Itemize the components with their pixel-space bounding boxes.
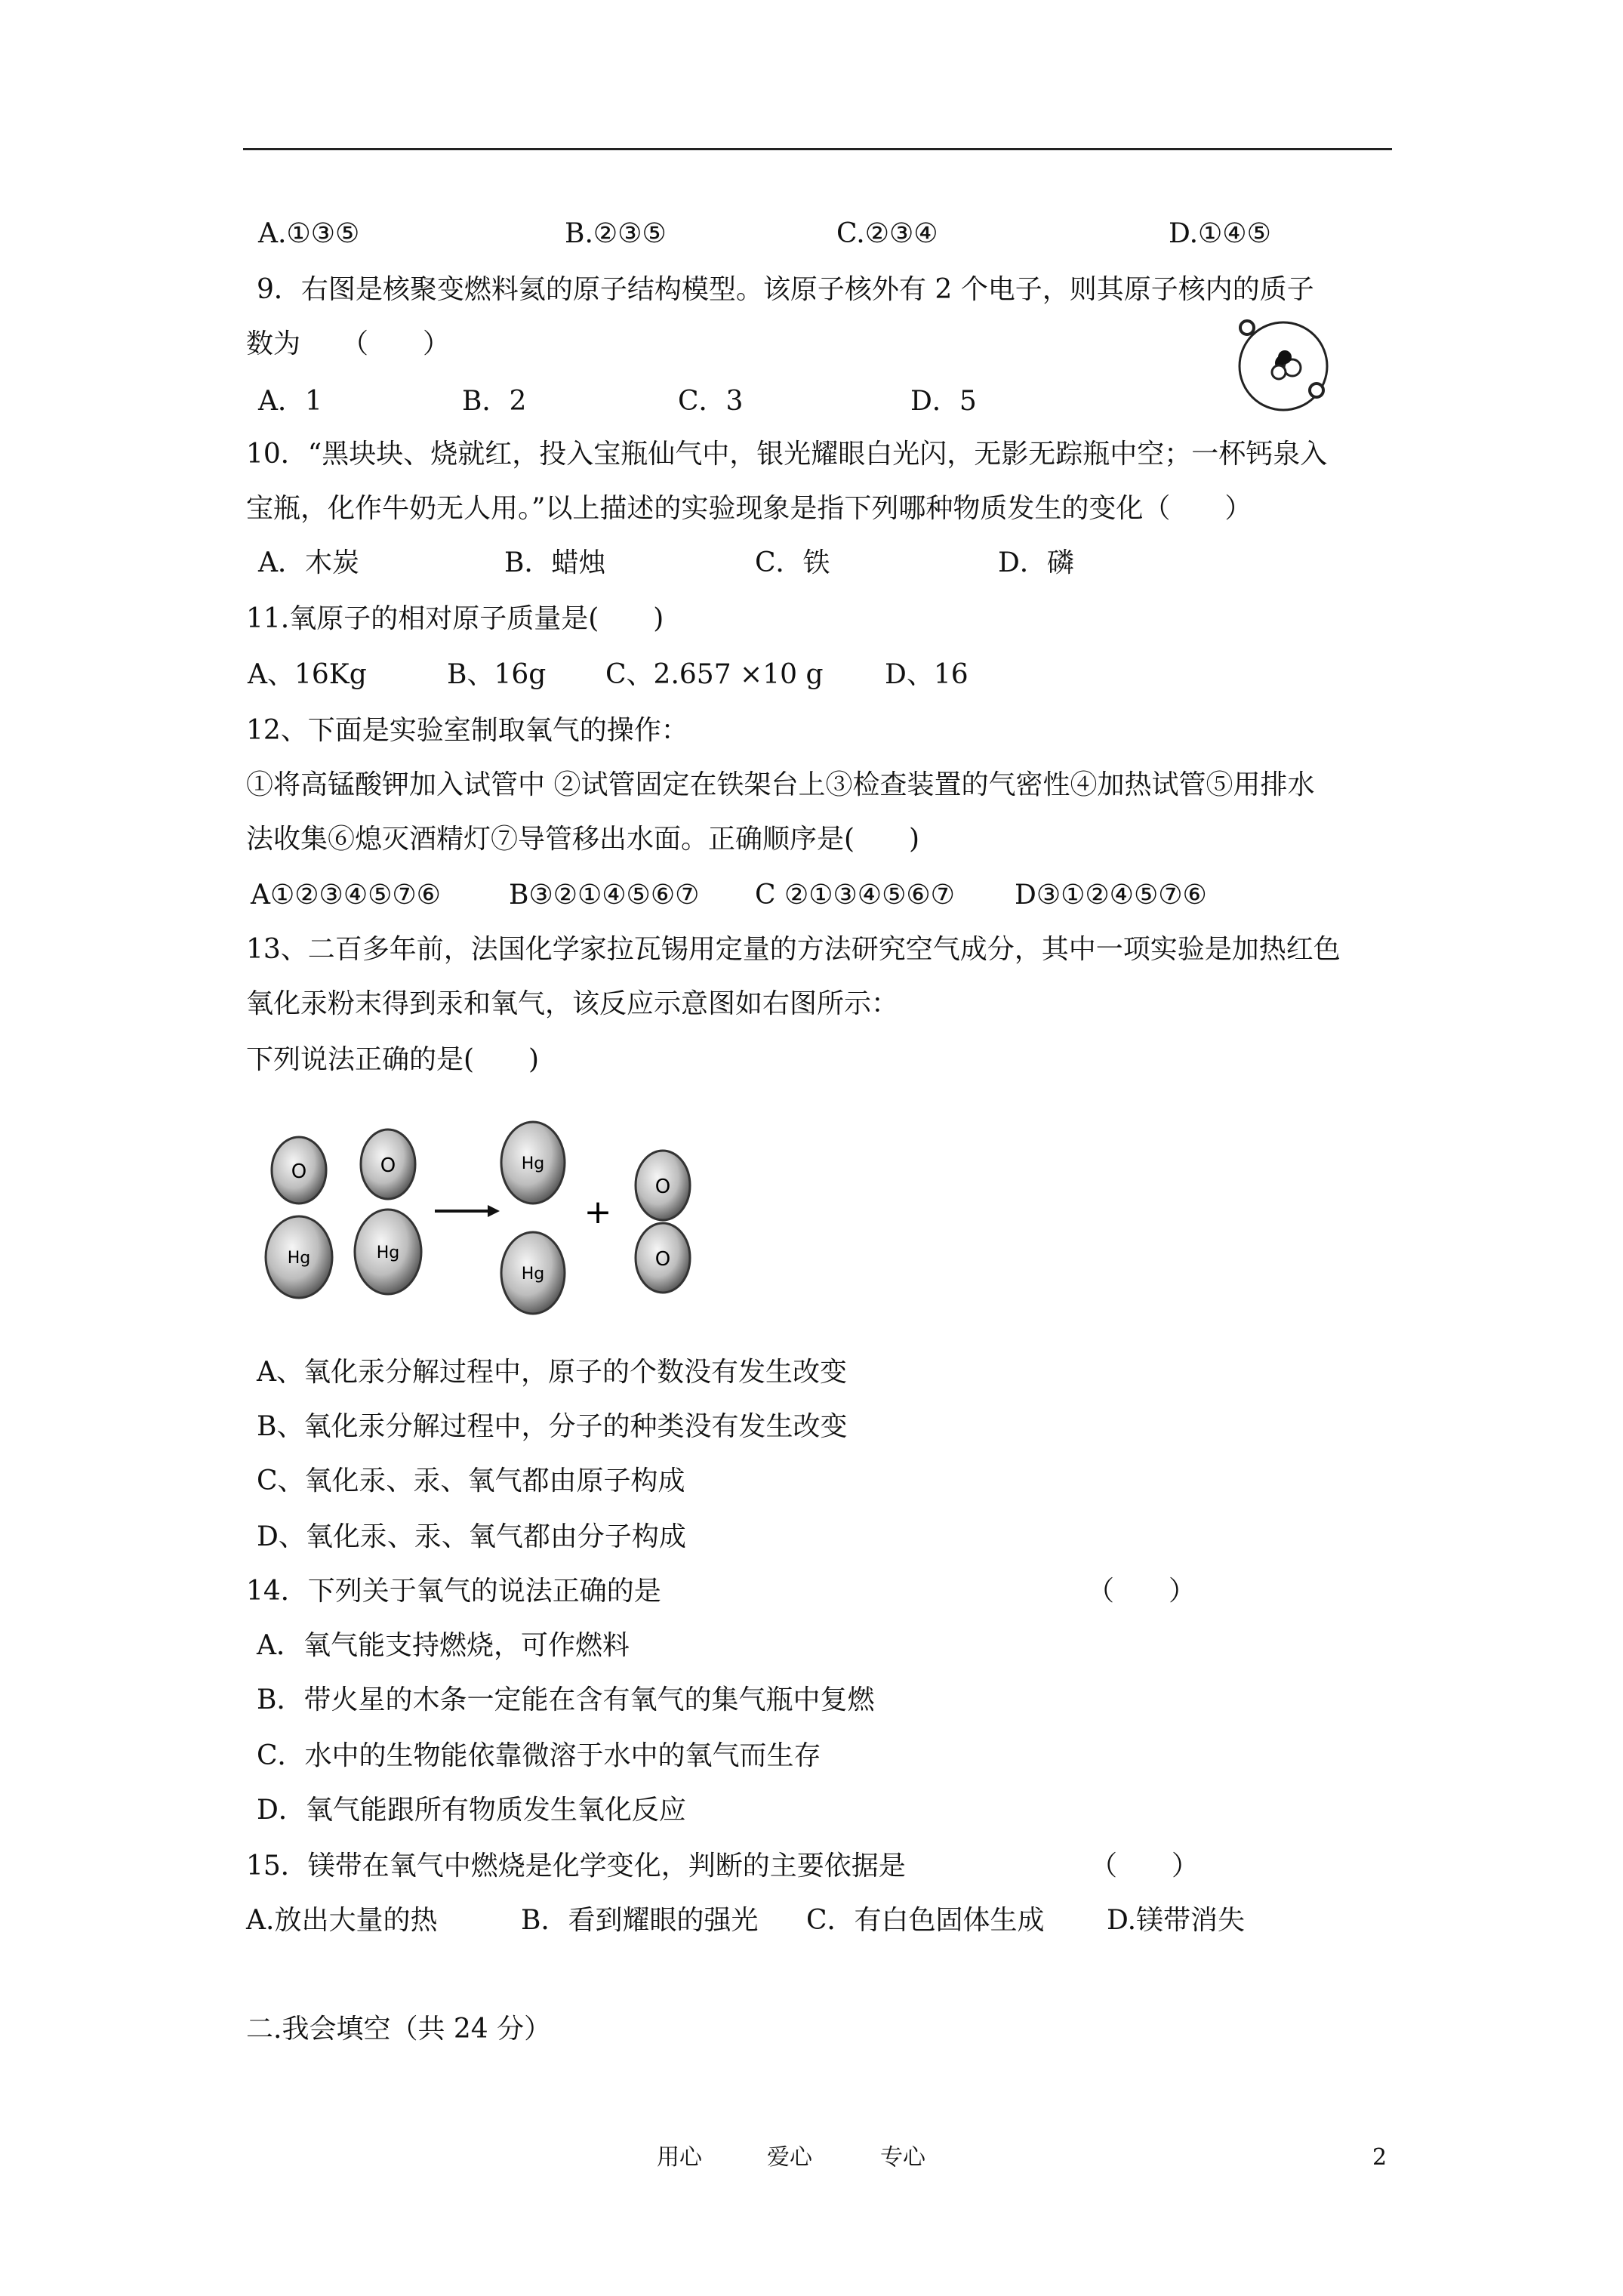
q12-option-d: D③①②④⑤⑦⑥ <box>1015 880 1207 911</box>
page-number: 2 <box>1372 2144 1387 2171</box>
q12-stem: 12、下面是实验室制取氧气的操作： <box>246 715 688 746</box>
q12-option-a: A①②③④⑤⑦⑥ <box>251 880 441 911</box>
oxygen-atom-label: O <box>654 1176 671 1198</box>
q8-option-b: B.②③⑤ <box>565 218 667 249</box>
q10-option-b: B．蜡烛 <box>504 547 606 578</box>
electron-icon <box>1310 384 1323 397</box>
q15-option-b: B．看到耀眼的强光 <box>521 1905 759 1936</box>
plus-sign: + <box>584 1193 612 1231</box>
q9-stem-line1: 9．右图是核聚变燃料氦的原子结构模型。该原子核外有 2 个电子，则其原子核内的质子 <box>257 274 1314 305</box>
q13-stem-line3: 下列说法正确的是( ) <box>246 1044 540 1075</box>
q13-stem-line1: 13、二百多年前，法国化学家拉瓦锡用定量的方法研究空气成分，其中一项实验是加热红色 <box>246 934 1341 965</box>
q14-option-c: C．水中的生物能依靠微溶于水中的氧气而生存 <box>257 1740 821 1771</box>
q13-option-c: C、氧化汞、汞、氧气都由原子构成 <box>257 1465 685 1496</box>
mercury-oxide-molecule <box>266 1137 332 1298</box>
q15-stem: 15．镁带在氧气中燃烧是化学变化，判断的主要依据是 <box>246 1851 906 1881</box>
q10-stem-line1: 10．“黑块块、烧就红，投入宝瓶仙气中，银光耀眼白光闪，无影无踪瓶中空；一杯钙泉入 <box>246 439 1328 470</box>
q15-option-d: D.镁带消失 <box>1107 1905 1246 1936</box>
mercury-oxide-reaction-diagram <box>257 1110 710 1329</box>
q15-answer-paren: （ ） <box>1090 1851 1200 1881</box>
q14-option-d: D．氧气能跟所有物质发生氧化反应 <box>257 1795 686 1826</box>
oxygen-atom-label: O <box>654 1248 671 1271</box>
q13-stem-line2: 氧化汞粉末得到汞和氧气，该反应示意图如右图所示： <box>246 988 899 1019</box>
q12-steps-line2: 法收集⑥熄灭酒精灯⑦导管移出水面。正确顺序是( ) <box>246 824 920 855</box>
oxygen-atom-label: O <box>380 1154 396 1177</box>
q11-option-c: C、2.657 ×10 g <box>605 659 824 690</box>
mercury-atom-label: Hg <box>521 1265 545 1284</box>
helium-atom-model <box>1230 313 1336 419</box>
reaction-arrow-icon <box>435 1205 500 1217</box>
q10-option-a: A．木炭 <box>258 547 359 578</box>
neutron-icon <box>1272 365 1286 379</box>
mercury-atom-label: Hg <box>287 1249 311 1268</box>
mercury-atom-label: Hg <box>376 1244 400 1262</box>
q13-option-d: D、氧化汞、汞、氧气都由分子构成 <box>257 1521 686 1552</box>
q10-stem-line2: 宝瓶，化作牛奶无人用。”以上描述的实验现象是指下列哪种物质发生的变化（ ） <box>246 493 1252 524</box>
q11-option-d: D、16 <box>885 659 969 690</box>
q14-option-b: B．带火星的木条一定能在含有氧气的集气瓶中复燃 <box>257 1684 875 1715</box>
q9-option-b: B．2 <box>462 386 527 417</box>
q10-option-d: D．磷 <box>998 547 1074 578</box>
electron-icon <box>1240 321 1254 334</box>
q9-stem-line2: 数为 （ ） <box>246 328 451 359</box>
q11-option-b: B、16g <box>447 659 547 690</box>
header-rule <box>243 148 1392 150</box>
q15-option-c: C．有白色固体生成 <box>806 1905 1045 1936</box>
q13-option-a: A、氧化汞分解过程中，原子的个数没有发生改变 <box>257 1357 847 1388</box>
mercury-oxide-molecule <box>355 1130 421 1294</box>
footer-word-2: 爱心 <box>767 2144 812 2171</box>
section-heading: 二.我会填空（共 24 分） <box>246 2014 552 2045</box>
q9-option-d: D．5 <box>910 386 977 417</box>
q8-option-d: D.①④⑤ <box>1169 218 1271 249</box>
oxygen-molecule <box>636 1151 690 1293</box>
q12-steps-line1: ①将高锰酸钾加入试管中 ②试管固定在铁架台上③检查装置的气密性④加热试管⑤用排水 <box>246 769 1315 800</box>
q12-option-c: C ②①③④⑤⑥⑦ <box>755 880 955 911</box>
footer-word-1: 用心 <box>657 2144 702 2171</box>
q8-option-c: C.②③④ <box>836 218 938 249</box>
q12-option-b: B③②①④⑤⑥⑦ <box>509 880 700 911</box>
q14-option-a: A．氧气能支持燃烧，可作燃料 <box>257 1630 630 1661</box>
q9-option-c: C．3 <box>678 386 744 417</box>
q13-option-b: B、氧化汞分解过程中，分子的种类没有发生改变 <box>257 1411 848 1442</box>
mercury-atom-label: Hg <box>521 1154 545 1173</box>
oxygen-atom-label: O <box>291 1160 307 1183</box>
q9-option-a: A．1 <box>258 386 322 417</box>
q8-option-a: A.①③⑤ <box>258 218 360 249</box>
footer-word-3: 专心 <box>880 2144 925 2171</box>
q11-stem: 11.氧原子的相对原子质量是( ) <box>246 603 664 634</box>
q15-option-a: A.放出大量的热 <box>246 1905 438 1936</box>
q10-option-c: C．铁 <box>755 547 830 578</box>
proton-icon <box>1278 350 1292 364</box>
q14-stem: 14．下列关于氧气的说法正确的是 <box>246 1576 661 1607</box>
q11-option-a: A、16Kg <box>248 659 367 690</box>
q14-answer-paren: （ ） <box>1087 1576 1196 1607</box>
